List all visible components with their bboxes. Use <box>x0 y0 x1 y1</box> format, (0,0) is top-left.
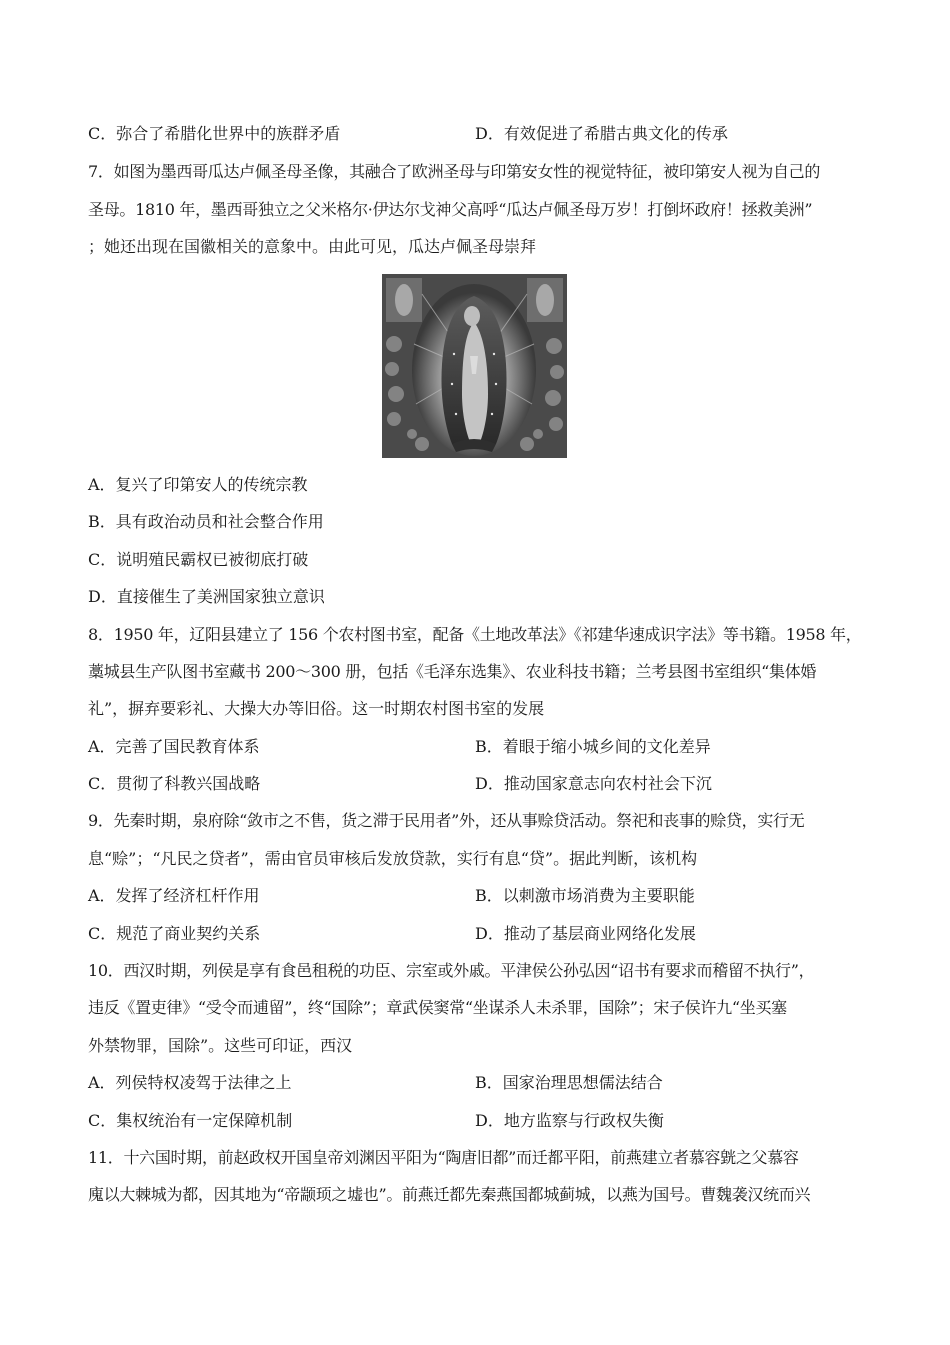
q7-stem-line-1: 7．如图为墨西哥瓜达卢佩圣母圣像，其融合了欧洲圣母与印第安女性的视觉特征，被印第安人视为自己的 <box>88 162 821 181</box>
q7-stem-line-3: ；她还出现在国徽相关的意象中。由此可见，瓜达卢佩圣母崇拜 <box>88 237 537 256</box>
q9-option-b: B．以刺激市场消费为主要职能 <box>475 886 695 905</box>
q8-option-d: D．推动国家意志向农村社会下沉 <box>475 774 712 793</box>
q10-option-a: A．列侯特权凌驾于法律之上 <box>88 1073 292 1092</box>
q8-option-b: B．着眼于缩小城乡间的文化差异 <box>475 737 711 756</box>
q9-stem-line-1: 9．先秦时期，泉府除“敛市之不售，货之滞于民用者”外，还从事赊贷活动。祭祀和丧事的赊贷，实行无 <box>88 811 805 830</box>
q8-option-c: C．贯彻了科教兴国战略 <box>88 774 261 793</box>
q7-option-b: B．具有政治动员和社会整合作用 <box>88 512 324 531</box>
q7-option-d: D．直接催生了美洲国家独立意识 <box>88 587 325 606</box>
q10-option-d: D．地方监察与行政权失衡 <box>475 1111 664 1130</box>
q7-option-c: C．说明殖民霸权已被彻底打破 <box>88 550 309 569</box>
q10-stem-line-1: 10．西汉时期，列侯是享有食邑租税的功臣、宗室或外戚。平津侯公孙弘因“诏书有要求而稽留不执行”， <box>88 961 815 980</box>
q10-option-c: C．集权统治有一定保障机制 <box>88 1111 293 1130</box>
q6-option-c: C．弥合了希腊化世界中的族群矛盾 <box>88 124 341 143</box>
q9-option-a: A．发挥了经济杠杆作用 <box>88 886 260 905</box>
q11-stem-line-2: 廆以大棘城为都，因其地为“帝颛顼之墟也”。前燕迁都先秦燕国都城蓟城，以燕为国号。曹魏袭汉统而兴 <box>88 1185 811 1204</box>
q7-option-a: A．复兴了印第安人的传统宗教 <box>88 475 308 494</box>
q10-stem-line-2: 违反《置吏律》“受令而逋留”，终“国除”；章武侯窦常“坐谋杀人未杀罪，国除”；宋子侯许九“坐买塞 <box>88 998 787 1017</box>
q9-option-d: D．推动了基层商业网络化发展 <box>475 924 696 943</box>
q8-stem-line-1: 8．1950 年，辽阳县建立了 156 个农村图书室，配备《土地改革法》《祁建华速成识字法》等书籍。1958 年， <box>88 625 862 644</box>
virgin-of-guadalupe-image <box>382 274 567 458</box>
q8-option-a: A．完善了国民教育体系 <box>88 737 260 756</box>
q6-option-d: D．有效促进了希腊古典文化的传承 <box>475 124 728 143</box>
q7-stem-line-2: 圣母。1810 年，墨西哥独立之父米格尔·伊达尔戈神父高呼“瓜达卢佩圣母万岁！打倒坏政府！拯救美洲” <box>88 200 813 219</box>
q10-option-b: B．国家治理思想儒法结合 <box>475 1073 663 1092</box>
q9-option-c: C．规范了商业契约关系 <box>88 924 261 943</box>
q8-stem-line-2: 藁城县生产队图书室藏书 200～300 册，包括《毛泽东选集》、农业科技书籍；兰考县图书室组织“集体婚 <box>88 662 817 681</box>
q9-stem-line-2: 息“赊”；“凡民之贷者”，需由官员审核后发放贷款，实行有息“贷”。据此判断，该机构 <box>88 849 698 868</box>
q10-stem-line-3: 外禁物罪，国除”。这些可印证，西汉 <box>88 1036 353 1055</box>
q11-stem-line-1: 11．十六国时期，前赵政权开国皇帝刘渊因平阳为“陶唐旧都”而迁都平阳，前燕建立者慕容皝之父慕容 <box>88 1148 799 1167</box>
q8-stem-line-3: 礼”，摒弃要彩礼、大操大办等旧俗。这一时期农村图书室的发展 <box>88 699 545 718</box>
